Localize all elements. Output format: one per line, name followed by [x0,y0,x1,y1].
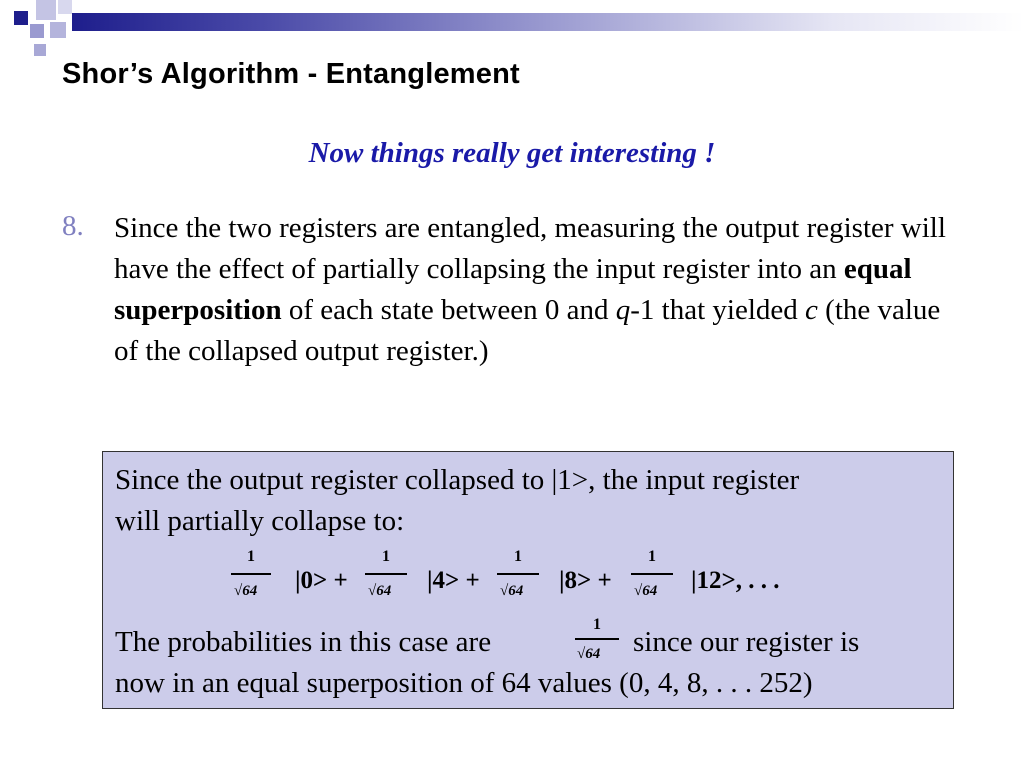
body-text-part: Since the two registers are entangled, measuring the output register will have the effect of partially collapsing the input register into an [114,212,946,285]
slide-title: Shor’s Algorithm - Entanglement [62,58,520,90]
decor-square-3 [58,0,72,14]
fraction-bar [231,573,271,575]
fraction-numerator: 1 [648,548,656,565]
fraction-numerator: 1 [247,548,255,565]
callout-line-1: Since the output register collapsed to |1>, the input register [115,464,800,496]
bold-phrase: equal superposition [114,253,912,326]
decor-square-1 [14,11,28,25]
list-item-text [114,208,964,372]
fraction-bar [575,638,619,640]
fraction-bar [631,573,673,575]
fraction-denominator: √64 [634,583,658,599]
fraction-numerator: 1 [382,548,390,565]
body-text-part: (the value of the collapsed output register.) [114,294,941,367]
header-gradient-bar [72,13,1024,31]
decor-square-5 [50,22,66,38]
fraction-denominator: √64 [577,646,601,662]
fraction-denominator: √64 [234,583,258,599]
fraction-bar [365,573,407,575]
slide-subtitle: Now things really get interesting ! [308,137,716,169]
fraction-denominator: √64 [500,583,524,599]
callout-line-3a: The probabilities in this case are [115,626,492,658]
callout-line-3b: since our register is [633,626,860,658]
variable-q: q [615,294,631,326]
term-4: |4> + [427,567,480,594]
callout-line-4: now in an equal superposition of 64 values (0, 4, 8, . . . 252) [115,667,813,699]
list-number: 8. [62,210,84,242]
body-text-part: -1 that yielded [630,294,806,326]
callout-line-2: will partially collapse to: [115,505,405,537]
fraction-numerator: 1 [593,616,601,633]
decor-square-4 [30,24,44,38]
callout-box [102,451,954,709]
decor-square-6 [34,44,46,56]
term-12: |12>, . . . [691,567,780,594]
term-0: |0> + [295,567,348,594]
term-8: |8> + [559,567,612,594]
body-text-part: of each state between 0 and [281,294,616,326]
variable-c: c [805,294,818,326]
fraction-denominator: √64 [368,583,392,599]
fraction-numerator: 1 [514,548,522,565]
decor-square-2 [36,0,56,20]
fraction-bar [497,573,539,575]
